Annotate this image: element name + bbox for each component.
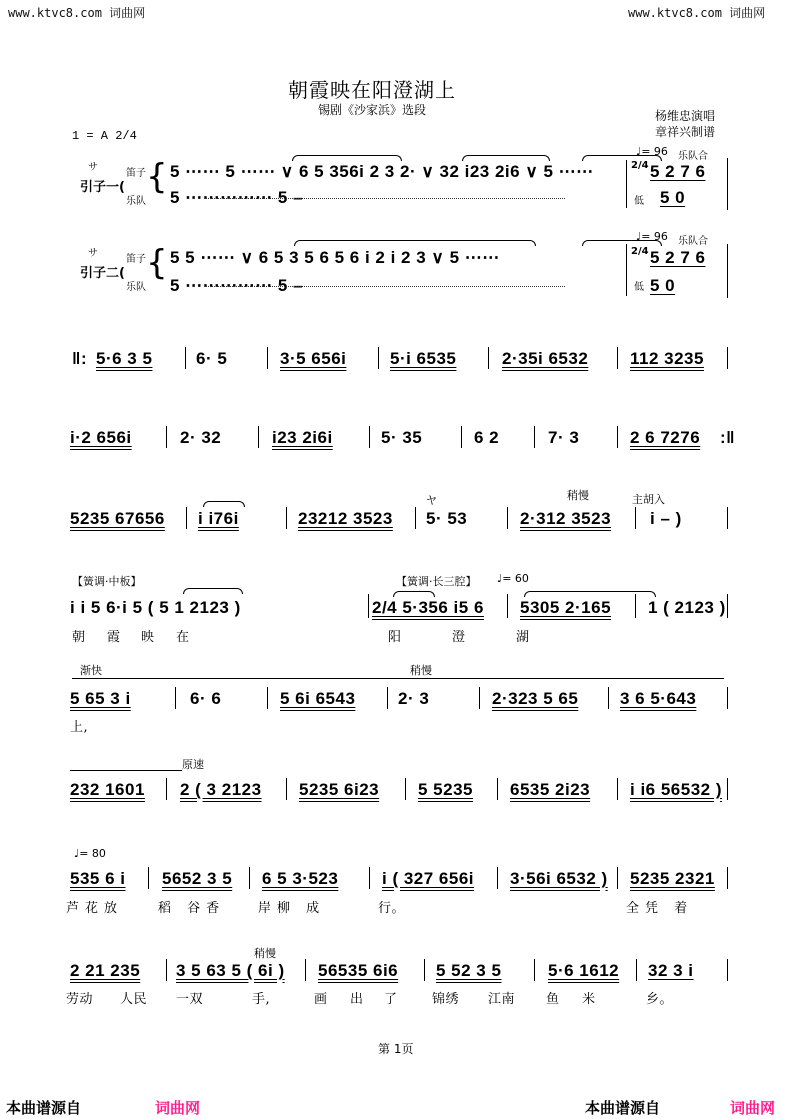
barline bbox=[267, 687, 268, 709]
barline bbox=[497, 778, 498, 800]
barline bbox=[617, 347, 618, 369]
time-signature: 2/4 bbox=[631, 160, 649, 171]
source-label-right: 本曲谱源自 bbox=[585, 1100, 661, 1117]
lyric: 出 bbox=[350, 992, 364, 1007]
barline bbox=[727, 867, 728, 889]
lyric: 上, bbox=[70, 720, 89, 735]
measure: 56535 6i6 bbox=[318, 961, 399, 980]
barline bbox=[185, 347, 186, 369]
barline bbox=[369, 426, 370, 448]
lyric: 岸柳 成 bbox=[258, 901, 326, 916]
lyric: 鱼 bbox=[546, 992, 560, 1007]
measure: 2 21 235 bbox=[70, 961, 141, 980]
barline bbox=[534, 959, 535, 981]
measure: 6· 5 bbox=[196, 349, 228, 368]
lyric: 一双 bbox=[176, 992, 204, 1007]
singer-credit: 杨维忠演唱 bbox=[655, 109, 716, 123]
measure: i i6 56532 ) bbox=[630, 780, 723, 799]
measure: 5 65 3 i bbox=[70, 689, 131, 708]
lyric: 稻 谷香 bbox=[158, 901, 226, 916]
part-label-band: 乐队 bbox=[126, 196, 146, 207]
barline bbox=[186, 507, 187, 529]
barline bbox=[727, 778, 728, 800]
sustain-dots bbox=[205, 198, 565, 199]
barline bbox=[497, 867, 498, 889]
measure: 6535 2i23 bbox=[510, 780, 591, 799]
brand-link-right[interactable]: 词曲网 bbox=[730, 1100, 776, 1117]
barline bbox=[258, 426, 259, 448]
barline bbox=[249, 867, 250, 889]
tempo-annotation: 稍慢 bbox=[410, 664, 432, 677]
measure: 6 5 3·523 bbox=[262, 869, 339, 888]
barline bbox=[617, 867, 618, 889]
tempo-note: 乐队合 bbox=[678, 151, 708, 162]
measure-band: 5 0 bbox=[650, 276, 676, 295]
barline bbox=[148, 867, 149, 889]
lyric: 米 bbox=[582, 992, 596, 1007]
barline bbox=[488, 347, 489, 369]
measure: 2/4 5·356 i5 6 bbox=[372, 598, 484, 617]
measure: 112 3235 bbox=[630, 349, 704, 368]
page-number: 第 1页 bbox=[378, 1042, 414, 1056]
lyric: 手, bbox=[252, 992, 271, 1007]
barline bbox=[415, 507, 416, 529]
measure: 5652 3 5 bbox=[162, 869, 233, 888]
lyric: 锦绣 bbox=[432, 992, 460, 1007]
barline bbox=[175, 687, 176, 709]
barline bbox=[424, 959, 425, 981]
measure: i – ) bbox=[650, 509, 682, 528]
measure: 2· 32 bbox=[180, 428, 222, 447]
low-label: 低 bbox=[634, 196, 644, 207]
lyric: 画 bbox=[314, 992, 328, 1007]
phrase-slur bbox=[524, 591, 656, 597]
measure: 232 1601 bbox=[70, 780, 145, 799]
measure: 5 6i 6543 bbox=[280, 689, 356, 708]
tempo-annotation: 稍慢 bbox=[254, 947, 276, 960]
measure: 3·56i 6532 ) bbox=[510, 869, 608, 888]
barline bbox=[635, 594, 636, 618]
ornament-mark: ヤ bbox=[426, 494, 437, 507]
time-signature: 2/4 bbox=[631, 246, 649, 257]
arranger-credit: 章祥兴制谱 bbox=[655, 125, 716, 139]
barline bbox=[626, 244, 627, 296]
measure: 5235 2321 bbox=[630, 869, 715, 888]
lyric: 人民 bbox=[120, 992, 148, 1007]
phrase-line bbox=[70, 770, 182, 771]
lyric: 在 bbox=[176, 630, 190, 645]
barline bbox=[727, 959, 728, 981]
measure: 2 6 7276 bbox=[630, 428, 701, 447]
measure: 6· 6 bbox=[190, 689, 222, 708]
lyric: 朝 bbox=[72, 630, 86, 645]
sustain-dots bbox=[205, 286, 565, 287]
free-tempo-mark: サ bbox=[88, 162, 98, 173]
measure: 535 6 i bbox=[70, 869, 126, 888]
tempo-marking: ♩= 96 bbox=[636, 145, 668, 158]
phrase-slur bbox=[393, 591, 435, 597]
lyric: 江南 bbox=[488, 992, 516, 1007]
barline bbox=[166, 426, 167, 448]
measure: i23 2i6i bbox=[272, 428, 333, 447]
measure: 5235 67656 bbox=[70, 509, 165, 528]
measure: 23212 3523 bbox=[298, 509, 393, 528]
barline bbox=[727, 347, 728, 369]
measure: 7· 3 bbox=[548, 428, 580, 447]
phrase-slur bbox=[292, 155, 402, 161]
tempo-marking: ♩= 96 bbox=[636, 230, 668, 243]
lyric: 全凭 着 bbox=[626, 901, 694, 916]
lyric: 乡。 bbox=[646, 992, 674, 1007]
phrase-slur bbox=[462, 155, 550, 161]
measure: i·2 656i bbox=[70, 428, 132, 447]
barline bbox=[286, 507, 287, 529]
measure: 2·312 3523 bbox=[520, 509, 612, 528]
measure: 5 52 3 5 bbox=[436, 961, 502, 980]
song-title: 朝霞映在阳澄湖上 bbox=[288, 78, 456, 102]
barline bbox=[534, 426, 535, 448]
barline bbox=[267, 347, 268, 369]
barline bbox=[635, 507, 636, 529]
lyric: 芦花放 bbox=[66, 901, 124, 916]
tempo-annotation: 渐快 bbox=[80, 664, 102, 677]
barline bbox=[608, 687, 609, 709]
measure: 2·323 5 65 bbox=[492, 689, 579, 708]
measure: 5·6 3 5 bbox=[96, 349, 153, 368]
lyric: 霞 bbox=[107, 630, 121, 645]
band-line: 5 ⋯⋯⋯⋯⋯ 5 – bbox=[170, 188, 304, 207]
part-label-flute: 笛子 bbox=[126, 254, 146, 265]
barline bbox=[507, 594, 508, 618]
measure: 5 5235 bbox=[418, 780, 473, 799]
barline bbox=[507, 507, 508, 529]
measure: 3 5 63 5 ( 6i ) bbox=[176, 961, 285, 980]
barline bbox=[368, 594, 369, 618]
flute-line: 5 5 ⋯⋯ ∨ 6 5 3 5 6 5 6 i 2 i 2 3 ∨ 5 ⋯⋯ bbox=[170, 248, 500, 267]
barline bbox=[405, 778, 406, 800]
barline bbox=[286, 778, 287, 800]
measure: 5· 53 bbox=[426, 509, 468, 528]
lyric: 澄 bbox=[452, 630, 466, 645]
key-signature: 1 = A 2/4 bbox=[72, 129, 137, 143]
barline bbox=[727, 244, 728, 298]
free-tempo-mark: サ bbox=[88, 248, 98, 259]
lyric: 劳动 bbox=[66, 992, 94, 1007]
part-label-band: 乐队 bbox=[126, 282, 146, 293]
measure: 5235 6i23 bbox=[299, 780, 380, 799]
tempo-marking: ♩= 80 bbox=[74, 847, 106, 860]
part-label-flute: 笛子 bbox=[126, 168, 146, 179]
barline bbox=[166, 778, 167, 800]
measure: i i76i bbox=[198, 509, 239, 528]
brace-icon: { bbox=[146, 157, 168, 197]
low-label: 低 bbox=[634, 282, 644, 293]
measure-flute: 5 2 7 6 bbox=[650, 248, 706, 267]
band-line: 5 ⋯⋯⋯⋯⋯ 5 – bbox=[170, 276, 304, 295]
measure: i ( 327 656i bbox=[382, 869, 475, 888]
phrase-slur bbox=[294, 240, 536, 246]
measure: 3·5 656i bbox=[280, 349, 347, 368]
lyric: 行。 bbox=[378, 901, 406, 916]
barline bbox=[617, 426, 618, 448]
instrument-annotation: 主胡入 bbox=[632, 493, 665, 506]
intro-label: 引子一( bbox=[80, 180, 125, 195]
barline bbox=[378, 347, 379, 369]
mode-marking: 【簧调·中板】 bbox=[72, 575, 142, 588]
barline bbox=[626, 160, 627, 208]
watermark-left: www.ktvc8.com 词曲网 bbox=[8, 6, 146, 20]
measure-flute: 5 2 7 6 bbox=[650, 162, 706, 181]
brand-link-left[interactable]: 词曲网 bbox=[155, 1100, 201, 1117]
barline bbox=[727, 594, 728, 618]
barline bbox=[727, 158, 728, 210]
phrase-slur bbox=[183, 588, 243, 594]
measure: 2 ( 3 2123 bbox=[180, 780, 262, 799]
barline bbox=[387, 687, 388, 709]
song-subtitle: 锡剧《沙家浜》选段 bbox=[318, 103, 427, 117]
barline bbox=[727, 507, 728, 529]
barline bbox=[617, 778, 618, 800]
tempo-marking: ♩= 60 bbox=[497, 572, 529, 585]
tempo-note: 乐队合 bbox=[678, 236, 708, 247]
barline bbox=[727, 687, 728, 709]
barline bbox=[305, 959, 306, 981]
phrase-line bbox=[72, 678, 724, 679]
barline bbox=[369, 867, 370, 889]
measure: 2· 3 bbox=[398, 689, 430, 708]
measure: 5· 35 bbox=[381, 428, 423, 447]
measure: 32 3 i bbox=[648, 961, 694, 980]
lyric: 阳 bbox=[388, 630, 402, 645]
measure-band: 5 0 bbox=[660, 188, 686, 207]
tie bbox=[203, 501, 245, 507]
tempo-annotation: 原速 bbox=[182, 758, 204, 771]
source-label-left: 本曲谱源自 bbox=[6, 1100, 82, 1117]
intro-label: 引子二( bbox=[80, 266, 125, 281]
tempo-annotation: 稍慢 bbox=[567, 489, 589, 502]
measure: 1 ( 2123 ) bbox=[648, 598, 726, 617]
flute-line: 5 ⋯⋯ 5 ⋯⋯ ∨ 6 5 356i 2 3 2· ∨ 32 i23 2i6 ∨ 5 ⋯⋯ bbox=[170, 162, 594, 181]
repeat-start: ‖: bbox=[72, 349, 88, 368]
brace-icon: { bbox=[146, 243, 168, 283]
lyric: 了 bbox=[384, 992, 398, 1007]
measure: 3 6 5·643 bbox=[620, 689, 697, 708]
measure: 5305 2·165 bbox=[520, 598, 612, 617]
repeat-end: :‖ bbox=[720, 428, 736, 447]
barline bbox=[479, 687, 480, 709]
lyric: 湖 bbox=[516, 630, 530, 645]
barline bbox=[166, 959, 167, 981]
barline bbox=[636, 959, 637, 981]
lyric: 映 bbox=[141, 630, 155, 645]
mode-marking: 【簧调·长三腔】 bbox=[396, 575, 477, 588]
measure: 6 2 bbox=[474, 428, 500, 447]
measure: 5·6 1612 bbox=[548, 961, 620, 980]
measure: i i 5 6·i 5 ( 5 1 2123 ) bbox=[70, 598, 241, 617]
barline bbox=[461, 426, 462, 448]
watermark-right: www.ktvc8.com 词曲网 bbox=[628, 6, 766, 20]
measure: 5·i 6535 bbox=[390, 349, 457, 368]
measure: 2·35i 6532 bbox=[502, 349, 589, 368]
